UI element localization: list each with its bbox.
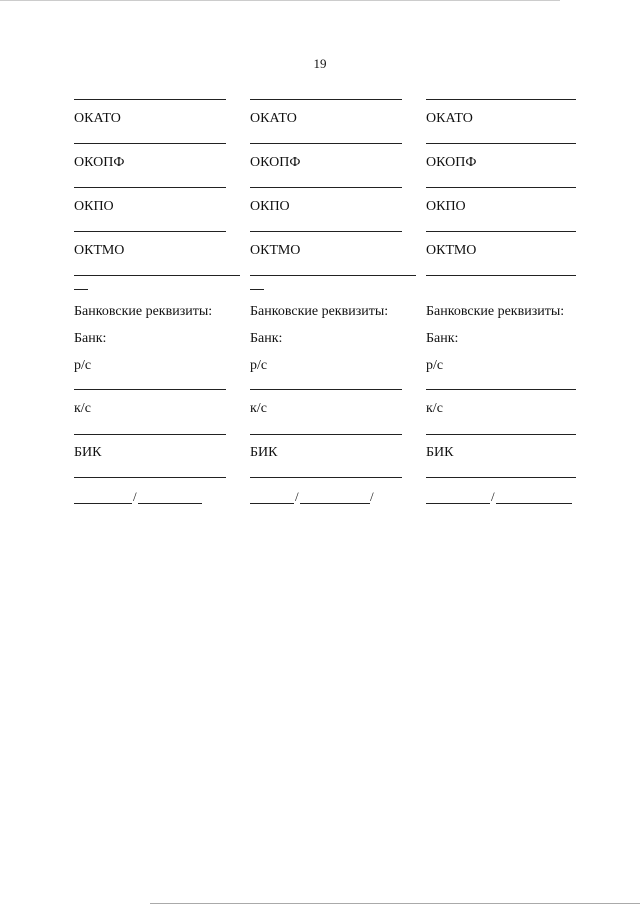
page-number: 19 (313, 56, 327, 71)
corr-account-field-line[interactable] (426, 434, 576, 435)
corr-account-label: к/с (74, 401, 91, 416)
short-dash (250, 289, 264, 290)
oktmo-label: ОКТМО (426, 243, 477, 258)
okato-label: ОКАТО (74, 111, 121, 126)
short-dash (74, 289, 88, 290)
bank-label: Банк: (250, 331, 283, 346)
signature-name-line[interactable] (496, 503, 572, 504)
account-label: р/с (74, 358, 92, 373)
bik-label: БИК (250, 445, 278, 460)
okopf-field-line[interactable] (426, 187, 576, 188)
account-label: р/с (250, 358, 268, 373)
requisites-column-2 (250, 0, 410, 905)
okopf-field-line[interactable] (74, 187, 226, 188)
bank-label: Банк: (74, 331, 107, 346)
okato-label: ОКАТО (426, 111, 473, 126)
signature-line[interactable] (426, 503, 490, 504)
corr-account-label: к/с (250, 401, 267, 416)
divider (426, 99, 576, 100)
okpo-field-line[interactable] (426, 231, 576, 232)
okato-field-line[interactable] (74, 143, 226, 144)
bank-details-heading: Банковские реквизиты: (426, 304, 565, 319)
oktmo-field-line[interactable] (74, 275, 240, 276)
bik-label: БИК (74, 445, 102, 460)
signature-name-line[interactable] (300, 503, 370, 504)
okpo-label: ОКПО (426, 199, 466, 214)
bank-details-heading: Банковские реквизиты: (250, 304, 389, 319)
okato-field-line[interactable] (426, 143, 576, 144)
signature-separator: / (133, 489, 137, 504)
okpo-label: ОКПО (250, 199, 290, 214)
okopf-label: ОКОПФ (74, 155, 125, 170)
bank-label: Банк: (426, 331, 459, 346)
requisites-column-3 (426, 0, 586, 905)
okopf-label: ОКОПФ (426, 155, 477, 170)
account-field-line[interactable] (250, 389, 402, 390)
signature-name-line[interactable] (138, 503, 202, 504)
oktmo-label: ОКТМО (74, 243, 125, 258)
oktmo-field-line[interactable] (250, 275, 416, 276)
signature-separator: / (491, 489, 495, 504)
signature-line[interactable] (250, 503, 294, 504)
bik-field-line[interactable] (426, 477, 576, 478)
signature-separator: / (295, 489, 299, 504)
okopf-field-line[interactable] (250, 187, 402, 188)
divider (250, 99, 402, 100)
signature-line[interactable] (74, 503, 132, 504)
oktmo-label: ОКТМО (250, 243, 301, 258)
divider (74, 99, 226, 100)
bik-field-line[interactable] (250, 477, 402, 478)
corr-account-field-line[interactable] (250, 434, 402, 435)
bik-label: БИК (426, 445, 454, 460)
okato-field-line[interactable] (250, 143, 402, 144)
okpo-label: ОКПО (74, 199, 114, 214)
corr-account-label: к/с (426, 401, 443, 416)
okopf-label: ОКОПФ (250, 155, 301, 170)
bank-details-heading: Банковские реквизиты: (74, 304, 213, 319)
bik-field-line[interactable] (74, 477, 226, 478)
signature-separator-end: / (370, 489, 374, 504)
account-field-line[interactable] (74, 389, 226, 390)
account-field-line[interactable] (426, 389, 576, 390)
oktmo-field-line[interactable] (426, 275, 576, 276)
okpo-field-line[interactable] (74, 231, 226, 232)
corr-account-field-line[interactable] (74, 434, 226, 435)
okpo-field-line[interactable] (250, 231, 402, 232)
page-bottom-edge (150, 903, 640, 904)
okato-label: ОКАТО (250, 111, 297, 126)
account-label: р/с (426, 358, 444, 373)
requisites-column-1 (74, 0, 234, 905)
